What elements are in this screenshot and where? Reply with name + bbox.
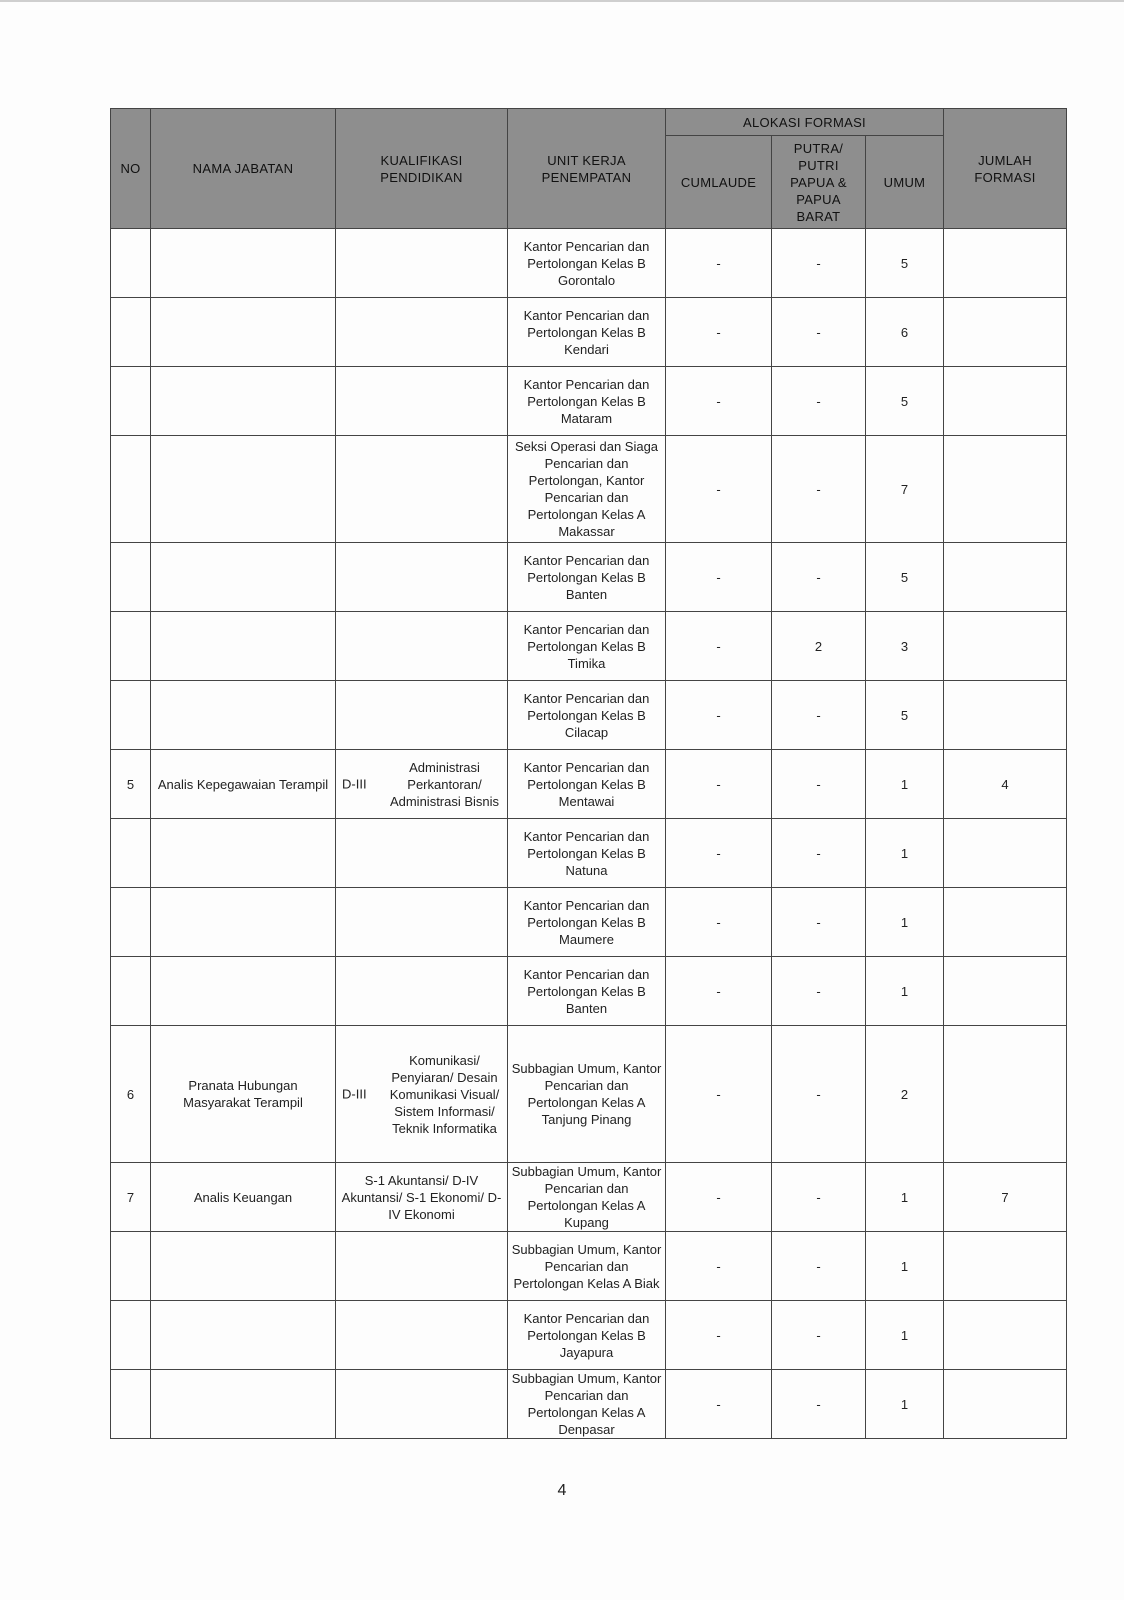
header-cumlaude: CUMLAUDE xyxy=(666,136,772,229)
cell-umum: 3 xyxy=(866,612,944,681)
cell-putra-putri-papua: - xyxy=(772,957,866,1026)
cell-kualifikasi xyxy=(336,1163,508,1232)
cell-unit-kerja: Kantor Pencarian dan Pertolongan Kelas B Banten xyxy=(508,957,666,1026)
cell-jumlah-formasi xyxy=(944,436,1067,543)
cell-no xyxy=(111,888,151,957)
cell-unit-kerja: Seksi Operasi dan Siaga Pencarian dan Pertolongan, Kantor Pencarian dan Pertolongan Kelas A Makassar xyxy=(508,436,666,543)
header-no: NO xyxy=(111,109,151,229)
cell-cumlaude: - xyxy=(666,298,772,367)
cell-nama-jabatan xyxy=(151,1301,336,1370)
table-row xyxy=(111,612,1067,681)
kualifikasi-program: Komunikasi/ Penyiaran/ Desain Komunikasi Visual/ Sistem Informasi/ Teknik Informatika xyxy=(389,1052,500,1136)
cell-kualifikasi xyxy=(336,1026,508,1163)
cell-cumlaude: - xyxy=(666,957,772,1026)
cell-cumlaude: - xyxy=(666,1232,772,1301)
cell-unit-kerja: Subbagian Umum, Kantor Pencarian dan Pertolongan Kelas A Tanjung Pinang xyxy=(508,1026,666,1163)
cell-cumlaude: - xyxy=(666,367,772,436)
header-unit-kerja: UNIT KERJA PENEMPATAN xyxy=(508,109,666,229)
table-row xyxy=(111,681,1067,750)
cell-kualifikasi xyxy=(336,1370,508,1439)
table-row xyxy=(111,1232,1067,1301)
header-jumlah-formasi: JUMLAH FORMASI xyxy=(944,109,1067,229)
cell-kualifikasi xyxy=(336,612,508,681)
cell-no: 7 xyxy=(111,1163,151,1232)
cell-no xyxy=(111,436,151,543)
kualifikasi-level: D-III xyxy=(342,1086,367,1102)
formasi-table xyxy=(110,108,1067,1439)
cell-umum: 1 xyxy=(866,750,944,819)
table-row xyxy=(111,819,1067,888)
cell-kualifikasi xyxy=(336,1301,508,1370)
cell-putra-putri-papua: - xyxy=(772,819,866,888)
cell-umum: 5 xyxy=(866,367,944,436)
cell-nama-jabatan xyxy=(151,681,336,750)
cell-nama-jabatan xyxy=(151,543,336,612)
cell-jumlah-formasi xyxy=(944,543,1067,612)
cell-no xyxy=(111,612,151,681)
cell-kualifikasi xyxy=(336,957,508,1026)
cell-nama-jabatan xyxy=(151,888,336,957)
cell-unit-kerja: Subbagian Umum, Kantor Pencarian dan Pertolongan Kelas A Biak xyxy=(508,1232,666,1301)
cell-cumlaude: - xyxy=(666,750,772,819)
cell-umum: 5 xyxy=(866,681,944,750)
cell-umum: 1 xyxy=(866,957,944,1026)
cell-nama-jabatan xyxy=(151,436,336,543)
cell-nama-jabatan: Analis Keuangan xyxy=(151,1163,336,1232)
cell-cumlaude: - xyxy=(666,612,772,681)
cell-putra-putri-papua: - xyxy=(772,1232,866,1301)
cell-unit-kerja: Kantor Pencarian dan Pertolongan Kelas B Mataram xyxy=(508,367,666,436)
cell-putra-putri-papua: - xyxy=(772,888,866,957)
cell-jumlah-formasi xyxy=(944,1232,1067,1301)
cell-jumlah-formasi xyxy=(944,1370,1067,1439)
cell-no: 6 xyxy=(111,1026,151,1163)
cell-putra-putri-papua: - xyxy=(772,1301,866,1370)
cell-unit-kerja: Kantor Pencarian dan Pertolongan Kelas B Cilacap xyxy=(508,681,666,750)
cell-jumlah-formasi xyxy=(944,367,1067,436)
page-number: 4 xyxy=(557,1482,567,1499)
cell-cumlaude: - xyxy=(666,1370,772,1439)
cell-nama-jabatan xyxy=(151,612,336,681)
cell-putra-putri-papua: - xyxy=(772,1163,866,1232)
scan-edge xyxy=(0,0,1124,2)
cell-putra-putri-papua: 2 xyxy=(772,612,866,681)
cell-putra-putri-papua: - xyxy=(772,436,866,543)
cell-unit-kerja: Kantor Pencarian dan Pertolongan Kelas B Natuna xyxy=(508,819,666,888)
cell-nama-jabatan xyxy=(151,1370,336,1439)
cell-jumlah-formasi xyxy=(944,888,1067,957)
table-row xyxy=(111,229,1067,298)
cell-nama-jabatan xyxy=(151,957,336,1026)
table-row xyxy=(111,1370,1067,1439)
cell-nama-jabatan: Analis Kepegawaian Terampil xyxy=(151,750,336,819)
cell-putra-putri-papua: - xyxy=(772,367,866,436)
cell-kualifikasi xyxy=(336,750,508,819)
kualifikasi-program: S-1 Akuntansi/ D-IV Akuntansi/ S-1 Ekonomi/ D-IV Ekonomi xyxy=(341,1172,502,1222)
cell-cumlaude: - xyxy=(666,681,772,750)
cell-putra-putri-papua: - xyxy=(772,750,866,819)
kualifikasi-level: D-III xyxy=(342,776,367,792)
cell-no xyxy=(111,543,151,612)
cell-jumlah-formasi xyxy=(944,681,1067,750)
cell-no: 5 xyxy=(111,750,151,819)
cell-no xyxy=(111,229,151,298)
cell-umum: 1 xyxy=(866,888,944,957)
cell-unit-kerja: Kantor Pencarian dan Pertolongan Kelas B Jayapura xyxy=(508,1301,666,1370)
cell-unit-kerja: Kantor Pencarian dan Pertolongan Kelas B Timika xyxy=(508,612,666,681)
cell-nama-jabatan xyxy=(151,1232,336,1301)
cell-unit-kerja: Subbagian Umum, Kantor Pencarian dan Pertolongan Kelas A Kupang xyxy=(508,1163,666,1232)
cell-cumlaude: - xyxy=(666,229,772,298)
cell-cumlaude: - xyxy=(666,543,772,612)
cell-no xyxy=(111,298,151,367)
cell-cumlaude: - xyxy=(666,819,772,888)
cell-unit-kerja: Kantor Pencarian dan Pertolongan Kelas B Maumere xyxy=(508,888,666,957)
cell-no xyxy=(111,1301,151,1370)
cell-unit-kerja: Kantor Pencarian dan Pertolongan Kelas B Kendari xyxy=(508,298,666,367)
table-body xyxy=(111,229,1067,1439)
cell-no xyxy=(111,957,151,1026)
cell-jumlah-formasi: 4 xyxy=(944,750,1067,819)
cell-putra-putri-papua: - xyxy=(772,229,866,298)
cell-jumlah-formasi xyxy=(944,1026,1067,1163)
table-row xyxy=(111,957,1067,1026)
cell-umum: 5 xyxy=(866,543,944,612)
cell-umum: 1 xyxy=(866,1301,944,1370)
table-row xyxy=(111,543,1067,612)
cell-putra-putri-papua: - xyxy=(772,298,866,367)
table-row xyxy=(111,298,1067,367)
cell-kualifikasi xyxy=(336,1232,508,1301)
cell-jumlah-formasi xyxy=(944,229,1067,298)
cell-no xyxy=(111,681,151,750)
cell-jumlah-formasi xyxy=(944,612,1067,681)
header-nama-jabatan: NAMA JABATAN xyxy=(151,109,336,229)
cell-kualifikasi xyxy=(336,888,508,957)
cell-umum: 2 xyxy=(866,1026,944,1163)
cell-kualifikasi xyxy=(336,543,508,612)
cell-cumlaude: - xyxy=(666,1301,772,1370)
cell-nama-jabatan xyxy=(151,229,336,298)
cell-jumlah-formasi xyxy=(944,957,1067,1026)
cell-no xyxy=(111,367,151,436)
header-putra-putri-papua: PUTRA/ PUTRI PAPUA & PAPUA BARAT xyxy=(772,136,866,229)
cell-putra-putri-papua: - xyxy=(772,543,866,612)
table-row xyxy=(111,1026,1067,1163)
cell-umum: 7 xyxy=(866,436,944,543)
cell-umum: 1 xyxy=(866,819,944,888)
cell-umum: 1 xyxy=(866,1163,944,1232)
cell-no xyxy=(111,1370,151,1439)
cell-jumlah-formasi xyxy=(944,819,1067,888)
cell-cumlaude: - xyxy=(666,1026,772,1163)
table-row xyxy=(111,367,1067,436)
cell-kualifikasi xyxy=(336,436,508,543)
cell-unit-kerja: Kantor Pencarian dan Pertolongan Kelas B Gorontalo xyxy=(508,229,666,298)
table-row xyxy=(111,1163,1067,1232)
cell-no xyxy=(111,1232,151,1301)
header-umum: UMUM xyxy=(866,136,944,229)
cell-nama-jabatan xyxy=(151,367,336,436)
cell-putra-putri-papua: - xyxy=(772,681,866,750)
cell-jumlah-formasi xyxy=(944,1301,1067,1370)
table-row xyxy=(111,436,1067,543)
table-row xyxy=(111,750,1067,819)
cell-putra-putri-papua: - xyxy=(772,1370,866,1439)
cell-nama-jabatan xyxy=(151,298,336,367)
cell-umum: 6 xyxy=(866,298,944,367)
header-kualifikasi: KUALIFIKASI PENDIDIKAN xyxy=(336,109,508,229)
cell-jumlah-formasi xyxy=(944,298,1067,367)
table-row xyxy=(111,888,1067,957)
table-row xyxy=(111,1301,1067,1370)
cell-cumlaude: - xyxy=(666,888,772,957)
cell-umum: 5 xyxy=(866,229,944,298)
cell-umum: 1 xyxy=(866,1232,944,1301)
cell-nama-jabatan: Pranata Hubungan Masyarakat Terampil xyxy=(151,1026,336,1163)
cell-kualifikasi xyxy=(336,298,508,367)
cell-kualifikasi xyxy=(336,681,508,750)
kualifikasi-program: Administrasi Perkantoran/ Administrasi Bisnis xyxy=(389,759,500,809)
cell-unit-kerja: Kantor Pencarian dan Pertolongan Kelas B Banten xyxy=(508,543,666,612)
cell-cumlaude: - xyxy=(666,1163,772,1232)
cell-kualifikasi xyxy=(336,229,508,298)
cell-jumlah-formasi: 7 xyxy=(944,1163,1067,1232)
cell-cumlaude: - xyxy=(666,436,772,543)
cell-nama-jabatan xyxy=(151,819,336,888)
cell-putra-putri-papua: - xyxy=(772,1026,866,1163)
cell-kualifikasi xyxy=(336,819,508,888)
cell-kualifikasi xyxy=(336,367,508,436)
cell-unit-kerja: Subbagian Umum, Kantor Pencarian dan Pertolongan Kelas A Denpasar xyxy=(508,1370,666,1439)
header-alokasi-formasi: ALOKASI FORMASI xyxy=(666,109,944,136)
cell-umum: 1 xyxy=(866,1370,944,1439)
cell-no xyxy=(111,819,151,888)
cell-unit-kerja: Kantor Pencarian dan Pertolongan Kelas B Mentawai xyxy=(508,750,666,819)
